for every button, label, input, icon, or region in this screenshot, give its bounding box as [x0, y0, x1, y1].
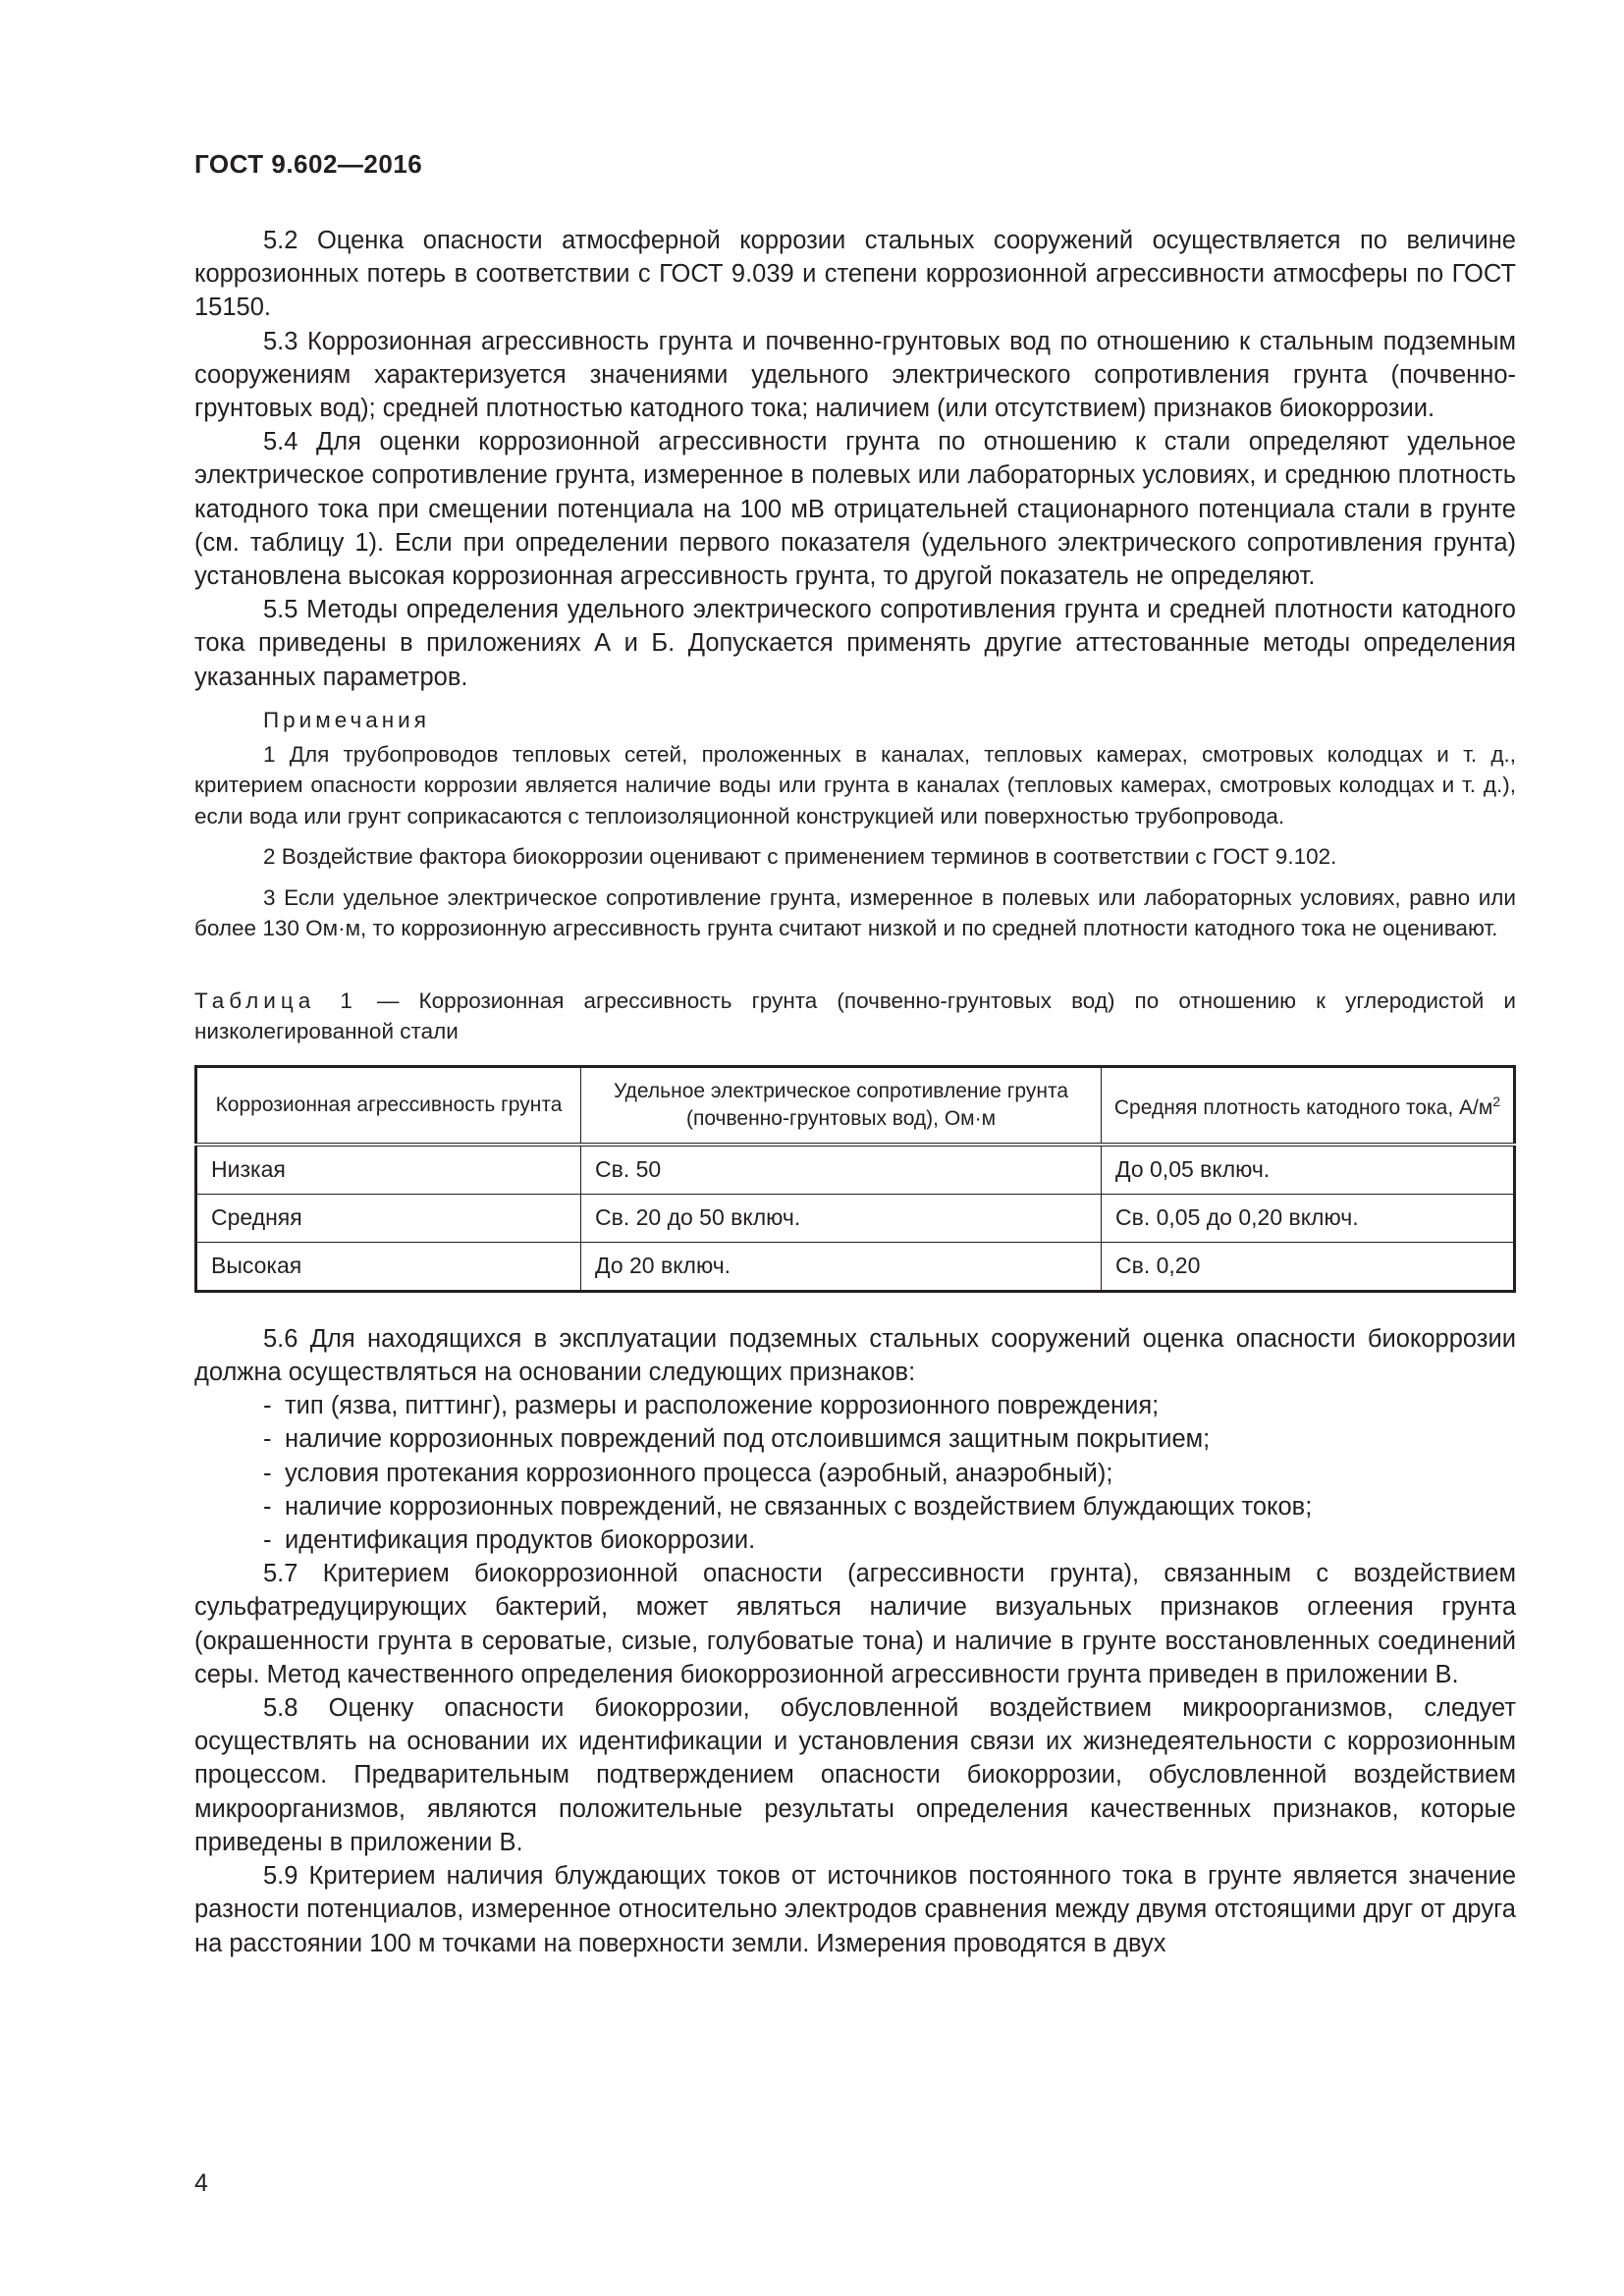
note-2: 2 Воздействие фактора биокоррозии оценивают с применением терминов в соответствии с ГОСТ 9.102.	[263, 844, 1337, 870]
table-row	[196, 1242, 1515, 1291]
table-caption-number: Таблица 1	[194, 988, 357, 1013]
table-cell: Св. 0,05 до 0,20 включ.	[1102, 1194, 1515, 1242]
list-dash: -	[263, 1492, 272, 1521]
table-cell: Низкая	[196, 1145, 581, 1195]
table-caption	[194, 986, 1516, 1047]
table-cell: Св. 0,20	[1102, 1242, 1515, 1291]
table-header-row	[196, 1066, 1515, 1145]
paragraph-5-9: 5.9 Критерием наличия блуждающих токов от источников постоянного тока в грунте является значение разности потенциалов, измеренное относительно электродов сравнения между двумя отстоящими друг от друга на расстоянии 100 м точками на поверхности земли. Измерения проводятся в двух	[194, 1862, 1516, 1957]
paragraph-5-7: 5.7 Критерием биокоррозионной опасности (агрессивности грунта), связанным с воздействием сульфатредуцирующих бактерий, может являться наличие визуальных признаков оглеения грунта (окрашенности грунта в сероватые, сизые, голубоватые тона) и наличие в грунте восстановленных соединений серы. Метод качественного определения биокоррозионной агрессивности грунта приведен в приложении В.	[194, 1560, 1516, 1688]
table-cell: До 0,05 включ.	[1102, 1145, 1515, 1195]
corrosion-table	[194, 1065, 1516, 1293]
list-item	[263, 1389, 1516, 1422]
paragraph-5-2: 5.2 Оценка опасности атмосферной коррозии стальных сооружений осуществляется по величине коррозионных потерь в соответствии с ГОСТ 9.039 и степени коррозионной агрессивности атмосферы по ГОСТ 15150.	[194, 227, 1516, 322]
table-cell: Средняя	[196, 1194, 581, 1242]
table-cell: До 20 включ.	[581, 1242, 1102, 1291]
biocorrosion-signs-list	[194, 1389, 1516, 1557]
list-dash: -	[263, 1459, 272, 1487]
list-item-text: условия протекания коррозионного процесса (аэробный, анаэробный);	[285, 1459, 1113, 1487]
page-number: 4	[194, 2169, 208, 2197]
table-row	[196, 1145, 1515, 1195]
paragraph-5-6: 5.6 Для находящихся в эксплуатации подземных стальных сооружений оценка опасности биокоррозии должна осуществляться на основании следующих признаков:	[194, 1324, 1516, 1387]
table-cell: Высокая	[196, 1242, 581, 1291]
table-cell: Св. 20 до 50 включ.	[581, 1194, 1102, 1242]
header-current-density-text: Средняя плотность катодного тока, А/м	[1113, 1096, 1493, 1120]
note-3: 3 Если удельное электрическое сопротивление грунта, измеренное в полевых или лабораторных условиях, равно или более 130 Ом·м, то коррозионную агрессивность грунта считают низкой и по средней плотности катодного тока не оценивают.	[194, 884, 1516, 941]
paragraph-5-5: 5.5 Методы определения удельного электрического сопротивления грунта и средней плотности катодного тока приведены в приложениях А и Б. Допускается применять другие аттестованные методы определения указанных параметров.	[194, 596, 1516, 691]
paragraph-5-3: 5.3 Коррозионная агрессивность грунта и почвенно-грунтовых вод по отношению к стальным подземным сооружениям характеризуется значениями удельного электрического сопротивления грунта (почвенно-грунтовых вод); средней плотностью катодного тока; наличием (или отсутствием) признаков биокоррозии.	[194, 327, 1516, 423]
document-body	[194, 224, 1516, 1960]
list-item	[263, 1523, 1516, 1557]
header-aggressiveness: Коррозионная агрессивность грунта	[196, 1066, 581, 1145]
list-item-text: наличие коррозионных повреждений, не связанных с воздействием блуждающих токов;	[285, 1492, 1313, 1521]
document-code: ГОСТ 9.602—2016	[194, 149, 423, 179]
list-dash: -	[263, 1425, 272, 1454]
table-cell: Св. 50	[581, 1145, 1102, 1195]
header-current-density	[1102, 1066, 1515, 1145]
table-row	[196, 1194, 1515, 1242]
header-current-density-exponent: 2	[1492, 1094, 1501, 1110]
list-item	[263, 1490, 1516, 1523]
note-1: 1 Для трубопроводов тепловых сетей, проложенных в каналах, тепловых камерах, смотровых колодцах и т. д., критерием опасности коррозии является наличие воды или грунта в каналах (тепловых камерах, смотровых колодцах и т. д.), если вода или грунт соприкасаются с теплоизоляционной конструкцией или поверхностью трубопровода.	[194, 741, 1516, 828]
header-resistivity: Удельное электрическое сопротивление грунта (почвенно-грунтовых вод), Ом·м	[581, 1066, 1102, 1145]
section-after-table	[194, 1322, 1516, 1960]
paragraph-5-8: 5.8 Оценку опасности биокоррозии, обусловленной воздействием микроорганизмов, следует осуществлять на основании их идентификации и установления связи их жизнедеятельности с коррозионным процессом. Предварительным подтверждением опасности биокоррозии, обусловленной воздействием микроорганизмов, являются положительные результаты определения качественных признаков, которые приведены в приложении В.	[194, 1694, 1516, 1856]
list-item-text: идентификация продуктов биокоррозии.	[285, 1526, 756, 1555]
notes-title: Примечания	[263, 707, 430, 732]
list-item-text: тип (язва, питтинг), размеры и расположение коррозионного повреждения;	[285, 1392, 1160, 1420]
list-item-text: наличие коррозионных повреждений под отслоившимся защитным покрытием;	[285, 1425, 1211, 1454]
list-item	[263, 1457, 1516, 1490]
list-item	[263, 1422, 1516, 1456]
paragraph-5-4: 5.4 Для оценки коррозионной агрессивности грунта по отношению к стали определяют удельное электрическое сопротивление грунта, измеренное в полевых или лабораторных условиях, и среднюю плотность катодного тока при смещении потенциала на 100 мВ отрицательней стационарного потенциала стали в грунте (см. таблицу 1). Если при определении первого показателя (удельного электрического сопротивления грунта) установлена высокая коррозионная агрессивность грунта, то другой показатель не определяют.	[194, 428, 1516, 591]
list-dash: -	[263, 1392, 272, 1420]
list-dash: -	[263, 1526, 272, 1555]
table-caption-text: — Коррозионная агрессивность грунта (почвенно-грунтовых вод) по отношению к углеродистой и низколегированной стали	[194, 988, 1516, 1044]
